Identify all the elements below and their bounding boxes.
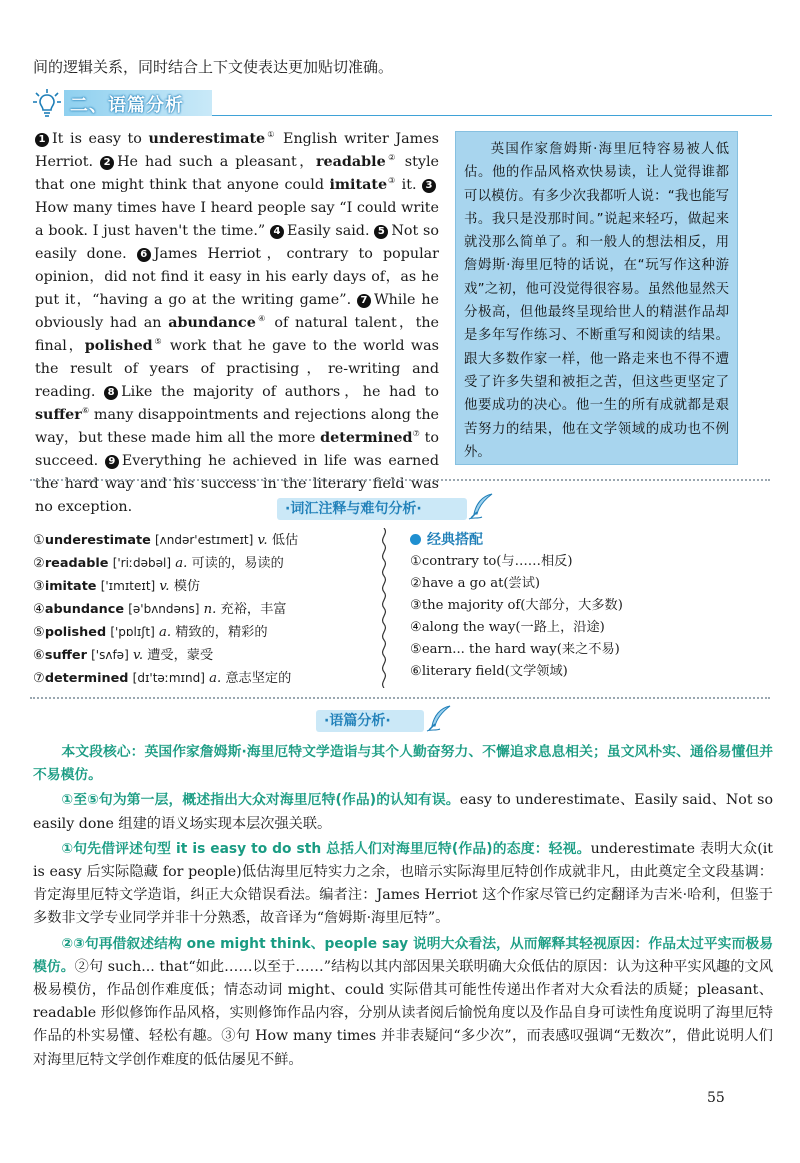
passage-text: While he obviously had an bbox=[35, 292, 439, 331]
passage-text: English writer James Herriot. bbox=[35, 131, 439, 170]
phrase-item: ⑥literary field(文学领域) bbox=[410, 664, 568, 679]
analysis-body bbox=[33, 741, 773, 1074]
vocab-item: ⑦determined [dɪ'təːmɪnd] a. 意志坚定的 bbox=[33, 671, 292, 686]
passage-text: It is easy to bbox=[52, 131, 149, 147]
vocab-word: polished bbox=[84, 338, 153, 354]
translation-box: 英国作家詹姆斯·海里厄特容易被人低估。他的作品风格欢快易读，让人觉得谁都可以模仿。有多少次我都听人说：“我也能写书。我只是没那时间。”说起来轻巧，做起来就没那么简单了。和一般人的想法相反，用詹姆斯·海里厄特的话说，在“玩写作这种游戏”之初，他可没觉得很容易。虽然他显然天分极高，但他最终呈现给世人的精湛作品却是多年写作练习、不断重写和阅读的结果。跟大多数作家一样，他一路走来也不得不遭受了许多失望和被拒之苦，但这些更坚定了他要成功的决心。他一生的所有成就都是艰苦努力的结果，他在文学领域的成功也不例外。 bbox=[455, 131, 738, 465]
analysis-paragraph: ①至⑤句为第一层，概述指出大众对海里厄特(作品)的认知有误。easy to underestimate、Easily said、Not so easily done 组建的语义场实现本层次强关联。 bbox=[33, 792, 773, 832]
phrase-item: ③the majority of(大部分，大多数) bbox=[410, 598, 623, 613]
vocab-word: underestimate bbox=[148, 131, 266, 147]
phrase-item: ①contrary to(与……相反) bbox=[410, 554, 573, 569]
quill-icon bbox=[468, 492, 494, 520]
vocab-list bbox=[33, 529, 373, 690]
vocab-item: ③imitate ['ɪmɪteɪt] v. 模仿 bbox=[33, 579, 201, 594]
sentence-number: 2 bbox=[100, 156, 114, 170]
vocab-word: abundance bbox=[168, 315, 256, 331]
passage-text: Not so easily done. bbox=[35, 223, 439, 262]
sentence-number: 1 bbox=[35, 133, 49, 147]
intro-line: 间的逻辑关系，同时结合上下文使表达更加贴切准确。 bbox=[33, 58, 394, 76]
analysis-section-title: ·语篇分析· bbox=[316, 710, 424, 732]
sentence-number: 3 bbox=[422, 179, 436, 193]
footnote-mark: ⑤ bbox=[152, 337, 164, 347]
footnote-mark: ④ bbox=[255, 314, 268, 324]
footnote-mark: ③ bbox=[387, 176, 397, 186]
english-passage bbox=[35, 128, 439, 519]
vocab-word: suffer bbox=[35, 407, 82, 423]
analysis-paragraph: ②③句再借叙述结构 one might think、people say 说明大众看法，从而解释其轻视原因：作品太过平实而极易模仿。②句 such... that“如此……以至于……”结构以其内部因果关联明确大众低估的原因：认为这种平实风趣的文风极易模仿，作品创作难度低；情态动词 might、could 实际借其可能性传递出作者对大众看法的质疑；pleasant、readable 形似修饰作品风格，实则修饰作品内容，分别从读者阅后愉悦角度以及作品自身可读性角度说明了海里厄特作品的朴实易懂、轻松有趣。③句 How many times 并非表疑问“多少次”，而表感叹强调“无数次”，借此说明人们对海里厄特文学创作难度的低估屡见不鲜。 bbox=[33, 935, 774, 1068]
vocab-item: ⑥suffer ['sʌfə] v. 遭受，蒙受 bbox=[33, 648, 214, 663]
passage-text: Everything he achieved in life was earned the hard way and his success in the literary field was no exception. bbox=[35, 453, 439, 515]
phrase-item: ⑤earn... the hard way(来之不易) bbox=[410, 642, 620, 657]
passage-text: to succeed. bbox=[35, 430, 440, 469]
footnote-mark: ② bbox=[385, 153, 398, 163]
footnote-mark: ① bbox=[265, 130, 277, 140]
vocab-word: determined bbox=[320, 430, 413, 446]
passage-text: many disappointments and rejections along the way，but these made him all the more bbox=[35, 407, 440, 446]
bullet-dot-icon bbox=[410, 534, 421, 545]
phrase-list bbox=[410, 529, 770, 683]
sentence-number: 5 bbox=[374, 225, 388, 239]
sentence-number: 9 bbox=[105, 455, 119, 469]
passage-text: How many times have I heard people say “I could write a book. I just haven't the time.” bbox=[35, 200, 439, 239]
footnote-mark: ⑥ bbox=[81, 406, 90, 416]
vocab-word: readable bbox=[316, 154, 386, 170]
passage-text: it. bbox=[396, 177, 423, 193]
section-rule bbox=[212, 115, 772, 116]
section-header bbox=[30, 86, 775, 120]
passage-text: James Herriot，contrary to popular opinion，did not find it easy in his early days of，as he put it，“having a go at the writing game”. bbox=[35, 246, 439, 308]
sentence-number: 6 bbox=[137, 248, 151, 262]
sentence-number: 7 bbox=[357, 294, 371, 308]
vocab-item: ④abundance [ə'bʌndəns] n. 充裕，丰富 bbox=[33, 602, 287, 617]
phrases-heading: 经典搭配 bbox=[410, 529, 770, 551]
passage-text: Like the majority of authors，he had to bbox=[121, 384, 439, 400]
page-number: 55 bbox=[707, 1090, 725, 1106]
vocab-word: imitate bbox=[329, 177, 388, 193]
vocab-section-title: ·词汇注释与难句分析· bbox=[277, 498, 467, 520]
quill-icon bbox=[426, 704, 452, 732]
phrase-item: ④along the way(一路上，沿途) bbox=[410, 620, 605, 635]
dotted-divider bbox=[30, 479, 770, 481]
passage-text: Easily said. bbox=[287, 223, 375, 239]
passage-text: He had such a pleasant， bbox=[117, 154, 316, 170]
section-title: 二、语篇分析 bbox=[70, 95, 184, 116]
wavy-divider bbox=[377, 528, 391, 688]
passage-text: of natural talent，the final， bbox=[35, 315, 439, 354]
vocab-item: ⑤polished ['pɒlɪʃt] a. 精致的，精彩的 bbox=[33, 625, 268, 640]
passage-text: style that one might think that anyone could bbox=[35, 154, 440, 193]
vocab-item: ②readable ['riːdəbəl] a. 可读的，易读的 bbox=[33, 556, 284, 571]
sentence-number: 4 bbox=[270, 225, 284, 239]
sentence-number: 8 bbox=[104, 386, 118, 400]
analysis-paragraph: ①句先借评述句型 it is easy to do sth 总括人们对海里厄特(作品)的态度：轻视。underestimate 表明大众(it is easy 后实际隐藏 for people)低估海里厄特实力之余，也暗示实际海里厄特创作成就非凡，由此奠定全文段基调：肯定海里厄特文学造诣，纠正大众错误看法。编者注：James Herriot 这个作家尽管已约定翻译为吉米·哈利，但鉴于多数非文学专业同学并非十分熟悉，故音译为“詹姆斯·海里厄特”。 bbox=[33, 840, 773, 927]
passage-text: work that he gave to the world was the result of years of practising，re-writing and reading. bbox=[35, 338, 440, 400]
footnote-mark: ⑦ bbox=[412, 429, 420, 439]
phrase-item: ②have a go at(尝试) bbox=[410, 576, 541, 591]
lightbulb-icon bbox=[32, 88, 62, 118]
vocab-item: ①underestimate [ʌndər'estɪmeɪt] v. 低估 bbox=[33, 533, 299, 548]
dotted-divider bbox=[30, 697, 770, 699]
analysis-paragraph: 本文段核心：英国作家詹姆斯·海里厄特文学造诣与其个人勤奋努力、不懈追求息息相关；虽文风朴实、通俗易懂但并不易模仿。 bbox=[33, 744, 773, 784]
